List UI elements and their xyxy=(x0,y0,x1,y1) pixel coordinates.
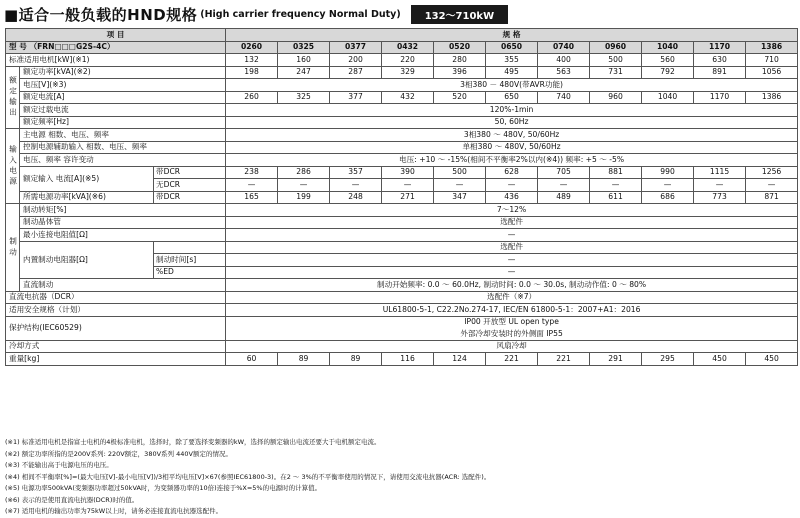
value-cell: 1386 xyxy=(746,91,798,104)
value-cell: — xyxy=(746,179,798,192)
value-cell: 390 xyxy=(382,166,434,179)
value-cell: 198 xyxy=(226,66,278,79)
value-cell: 89 xyxy=(278,353,330,366)
value-cell: 355 xyxy=(486,54,538,67)
protection-value-1: IP00 开放型 UL open type xyxy=(226,316,798,328)
freq-row xyxy=(6,116,798,129)
ed-value: — xyxy=(226,266,798,279)
value-cell: 116 xyxy=(382,353,434,366)
value-cell: — xyxy=(278,179,330,192)
safety-row xyxy=(6,304,798,317)
main-power-row xyxy=(6,129,798,142)
value-cell: 489 xyxy=(538,191,590,204)
value-cell: 295 xyxy=(642,353,694,366)
value-cell: 396 xyxy=(434,66,486,79)
motor-row xyxy=(6,54,798,67)
dcr-label: 直流电抗器（DCR） xyxy=(6,291,226,304)
min-resistor-value: — xyxy=(226,229,798,242)
value-cell: 1256 xyxy=(746,166,798,179)
model-cell: 0432 xyxy=(382,41,434,54)
model-cell: 0325 xyxy=(278,41,330,54)
value-cell: 520 xyxy=(434,91,486,104)
dcr-value: 选配件（※7） xyxy=(226,291,798,304)
footnote: (※7) 适用电机的输出功率为75kW以上时，请务必连接直流电抗器选配件。 xyxy=(5,507,223,515)
int-resistor-value: 选配件 xyxy=(226,241,798,254)
range-badge: 132～710kW xyxy=(411,5,508,24)
value-cell: 220 xyxy=(382,54,434,67)
value-cell: 160 xyxy=(278,54,330,67)
value-cell: 291 xyxy=(590,353,642,366)
rated-current-row xyxy=(6,91,798,104)
model-cell: 1386 xyxy=(746,41,798,54)
value-cell: 325 xyxy=(278,91,330,104)
overload-label: 额定过载电流 xyxy=(20,104,226,117)
model-cell: 0260 xyxy=(226,41,278,54)
value-cell: 287 xyxy=(330,66,382,79)
brake-time-label: 制动时间[s] xyxy=(154,254,226,267)
value-cell: 377 xyxy=(330,91,382,104)
protection-label: 保护结构(IEC60529) xyxy=(6,316,226,340)
value-cell: 329 xyxy=(382,66,434,79)
value-cell: 132 xyxy=(226,54,278,67)
value-cell: 990 xyxy=(642,166,694,179)
value-cell: 400 xyxy=(538,54,590,67)
protection-row xyxy=(6,316,798,328)
footnote: (※3) 不能输出高于电源电压的电压。 xyxy=(5,461,113,469)
input-current-dcr-row xyxy=(6,166,798,179)
value-cell: 710 xyxy=(746,54,798,67)
without-dcr-label: 无DCR xyxy=(154,179,226,192)
group-input: 输入电源 xyxy=(6,129,20,204)
tolerance-value: 电压: +10 ～ -15%(相间不平衡率2%以内(※4)) 频率: +5 ～ -5% xyxy=(226,154,798,167)
dc-brake-label: 直流制动 xyxy=(20,279,226,292)
weight-row xyxy=(6,353,798,366)
value-cell: 705 xyxy=(538,166,590,179)
dc-brake-value: 制动开始频率: 0.0 ～ 60.0Hz, 制动时间: 0.0 ～ 30.0s, 制动动作值: 0 ～ 80% xyxy=(226,279,798,292)
model-cell: 1040 xyxy=(642,41,694,54)
safety-value: UL61800-5-1, C22.2No.274-17, IEC/EN 61800-5-1：2007+A1：2016 xyxy=(226,304,798,317)
value-cell: — xyxy=(590,179,642,192)
int-resistor-label: 内置制动电阻器[Ω] xyxy=(20,241,154,279)
value-cell: 221 xyxy=(486,353,538,366)
value-cell: 1040 xyxy=(642,91,694,104)
voltage-label: 电压[V](※3) xyxy=(20,79,226,92)
header-spec: 规 格 xyxy=(226,29,798,42)
value-cell: 1115 xyxy=(694,166,746,179)
value-cell: 740 xyxy=(538,91,590,104)
value-cell: 450 xyxy=(746,353,798,366)
title-main: ■适合一般负载的HND规格 xyxy=(4,5,198,24)
brake-torque-label: 制动转矩[%] xyxy=(20,204,226,217)
brake-transistor-label: 制动晶体管 xyxy=(20,216,226,229)
value-cell: 500 xyxy=(590,54,642,67)
value-cell: 60 xyxy=(226,353,278,366)
footnotes xyxy=(5,437,797,518)
power-cap-row xyxy=(6,191,798,204)
freq-value: 50, 60Hz xyxy=(226,116,798,129)
page-title xyxy=(4,3,508,25)
main-power-label: 主电源 相数、电压、频率 xyxy=(20,129,226,142)
power-cap-dcr-label: 带DCR xyxy=(154,191,226,204)
value-cell: — xyxy=(330,179,382,192)
aux-power-row xyxy=(6,141,798,154)
value-cell: — xyxy=(694,179,746,192)
with-dcr-label: 带DCR xyxy=(154,166,226,179)
tolerance-row xyxy=(6,154,798,167)
value-cell: 436 xyxy=(486,191,538,204)
value-cell: 891 xyxy=(694,66,746,79)
value-cell: — xyxy=(642,179,694,192)
motor-label: 标准适用电机[kW](※1) xyxy=(6,54,226,67)
footnote: (※1) 标准适用电机是指富士电机的4极标准电机，选择时，除了要选择变频器的kW，选择的额定输出电流还要大于电机额定电流。 xyxy=(5,438,381,446)
title-subtitle: (High carrier frequency Normal Duty) xyxy=(200,8,401,20)
model-cell: 0960 xyxy=(590,41,642,54)
value-cell: 89 xyxy=(330,353,382,366)
group-output: 额定输出 xyxy=(6,66,20,129)
value-cell: 221 xyxy=(538,353,590,366)
header-row xyxy=(6,29,798,42)
rated-cap-row xyxy=(6,66,798,79)
value-cell: 628 xyxy=(486,166,538,179)
model-cell: 1170 xyxy=(694,41,746,54)
footnote: (※5) 电源功率500kVA(变频器功率超过50kVA时，为变频器功率的10倍)连接于%X=5%的电源时的计算值。 xyxy=(5,484,322,492)
value-cell: 248 xyxy=(330,191,382,204)
voltage-row xyxy=(6,79,798,92)
value-cell: 238 xyxy=(226,166,278,179)
model-row xyxy=(6,41,798,54)
brake-transistor-row xyxy=(6,216,798,229)
value-cell: 792 xyxy=(642,66,694,79)
value-cell: 686 xyxy=(642,191,694,204)
input-current-label: 额定输入 电流[A](※5) xyxy=(20,166,154,191)
value-cell: 450 xyxy=(694,353,746,366)
value-cell: 271 xyxy=(382,191,434,204)
value-cell: 611 xyxy=(590,191,642,204)
value-cell: 650 xyxy=(486,91,538,104)
freq-label: 额定频率[Hz] xyxy=(20,116,226,129)
value-cell: 960 xyxy=(590,91,642,104)
safety-label: 适用安全规格（计划） xyxy=(6,304,226,317)
rated-current-label: 额定电流[A] xyxy=(20,91,226,104)
brake-torque-value: 7～12% xyxy=(226,204,798,217)
min-resistor-label: 最小连接电阻值[Ω] xyxy=(20,229,226,242)
footnote: (※6) 表示的是使用直流电抗器(DCR)时的值。 xyxy=(5,495,139,504)
overload-row xyxy=(6,104,798,117)
power-cap-label: 所需电源功率[kVA](※6) xyxy=(20,191,154,204)
value-cell: 357 xyxy=(330,166,382,179)
main-power-value: 3相380 ～ 480V, 50/60Hz xyxy=(226,129,798,142)
value-cell: 871 xyxy=(746,191,798,204)
value-cell: 165 xyxy=(226,191,278,204)
voltage-value: 3相380 － 480V(带AVR功能) xyxy=(226,79,798,92)
dc-brake-row xyxy=(6,279,798,292)
value-cell: 1170 xyxy=(694,91,746,104)
value-cell: — xyxy=(226,179,278,192)
brake-transistor-value: 选配件 xyxy=(226,216,798,229)
aux-power-value: 单相380 ～ 480V, 50/60Hz xyxy=(226,141,798,154)
value-cell: 1056 xyxy=(746,66,798,79)
value-cell: 630 xyxy=(694,54,746,67)
dcr-row xyxy=(6,291,798,304)
model-cell: 0520 xyxy=(434,41,486,54)
value-cell: 500 xyxy=(434,166,486,179)
value-cell: — xyxy=(434,179,486,192)
weight-label: 重量[kg] xyxy=(6,353,226,366)
value-cell: — xyxy=(486,179,538,192)
model-label: 型 号 （FRN□□□G2S-4C） xyxy=(6,41,226,54)
value-cell: 347 xyxy=(434,191,486,204)
value-cell: 260 xyxy=(226,91,278,104)
value-cell: 773 xyxy=(694,191,746,204)
value-cell: 247 xyxy=(278,66,330,79)
ed-label: %ED xyxy=(154,266,226,279)
value-cell: 280 xyxy=(434,54,486,67)
cooling-value: 风扇冷却 xyxy=(226,340,798,353)
model-cell: 0650 xyxy=(486,41,538,54)
brake-torque-row xyxy=(6,204,798,217)
cooling-label: 冷却方式 xyxy=(6,340,226,353)
protection-value-2: 外部冷却安装时的外侧面 IP55 xyxy=(226,328,798,340)
value-cell: 432 xyxy=(382,91,434,104)
value-cell: — xyxy=(538,179,590,192)
aux-power-label: 控制电源辅助输入 相数、电压、频率 xyxy=(20,141,226,154)
value-cell: 731 xyxy=(590,66,642,79)
value-cell: 124 xyxy=(434,353,486,366)
rated-cap-label: 额定功率[kVA](※2) xyxy=(20,66,226,79)
tolerance-label: 电压、频率 容许变动 xyxy=(20,154,226,167)
model-cell: 0377 xyxy=(330,41,382,54)
value-cell: 560 xyxy=(642,54,694,67)
int-resistor-row xyxy=(6,241,798,254)
value-cell: 563 xyxy=(538,66,590,79)
value-cell: 199 xyxy=(278,191,330,204)
brake-time-value: — xyxy=(226,254,798,267)
value-cell: 286 xyxy=(278,166,330,179)
value-cell: 200 xyxy=(330,54,382,67)
cooling-row xyxy=(6,340,798,353)
min-resistor-row xyxy=(6,229,798,242)
value-cell: — xyxy=(382,179,434,192)
model-cell: 0740 xyxy=(538,41,590,54)
footnote: (※2) 额定功率所指的是200V系列: 220V额定，380V系列 440V额定的情况。 xyxy=(5,449,232,458)
spec-table xyxy=(5,28,798,366)
group-brake: 制动 xyxy=(6,204,20,292)
value-cell: 495 xyxy=(486,66,538,79)
footnote: (※4) 相间不平衡率[%]=(最大电压[V]-最小电压[V])/3相平均电压[V]×67(参照IEC61800-3)。在2 ～ 3%的不平衡率使用的情况下，请使用交流电抗器(ACR: 选配件)。 xyxy=(5,472,491,481)
value-cell: 881 xyxy=(590,166,642,179)
header-item: 项 目 xyxy=(6,29,226,42)
overload-value: 120%-1min xyxy=(226,104,798,117)
